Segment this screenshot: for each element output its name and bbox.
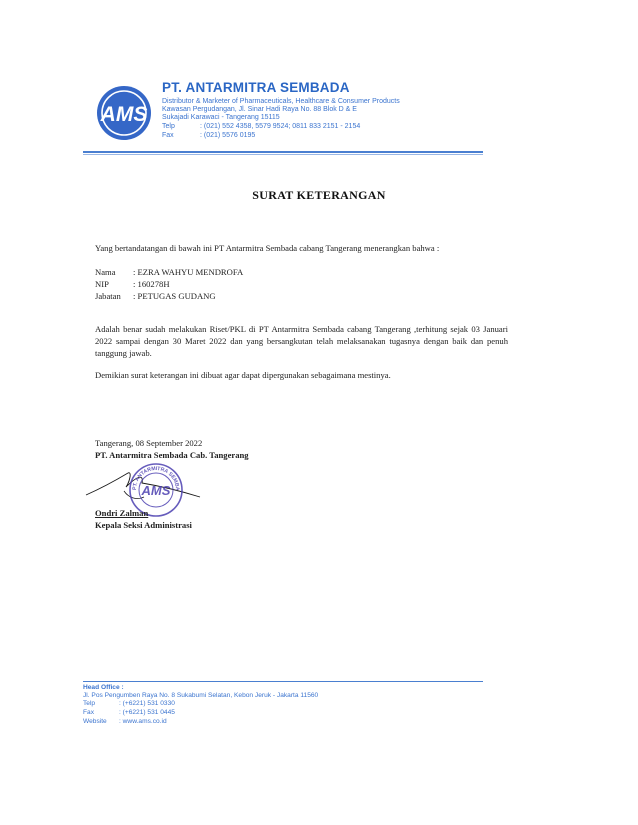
field-label: NIP — [95, 279, 109, 289]
telp-value: : (021) 552 4358, 5579 9524; 0811 833 2151 - 2154 — [200, 123, 361, 130]
footer-head: Head Office : — [83, 684, 124, 691]
footer-telp-label: Telp — [83, 700, 96, 707]
footer-website — [83, 718, 167, 725]
logo-text: AMS — [100, 103, 148, 126]
telp-label: Telp — [162, 123, 175, 130]
intro-text: Yang bertandatangan di bawah ini PT Antarmitra Sembada cabang Tangerang menerangkan bahwa : — [95, 243, 440, 253]
footer-telp-value: : (+6221) 531 0330 — [119, 700, 175, 707]
signer-position: Kepala Seksi Administrasi — [95, 520, 192, 530]
company-address-line1: Kawasan Pergudangan, Jl. Sinar Hadi Raya No. 88 Blok D & E — [162, 106, 357, 113]
company-logo — [95, 84, 153, 142]
company-fax — [162, 132, 255, 139]
field-jabatan — [95, 291, 216, 301]
field-nama — [95, 267, 243, 277]
field-value: : 160278H — [133, 279, 170, 289]
footer-fax-label: Fax — [83, 709, 94, 716]
letterhead-divider-thin — [83, 154, 483, 155]
statement-paragraph: Adalah benar sudah melakukan Riset/PKL di PT Antarmitra Sembada cabang Tangerang ,terhitung sejak 03 Januari 2022 sampai dengan 30 Maret 2022 dan yang bersangkutan telah melaksanakan tugasnya dengan baik dan penuh tanggung jawab. — [95, 324, 508, 358]
field-value: : EZRA WAHYU MENDROFA — [133, 267, 244, 277]
fax-value: : (021) 5576 0195 — [200, 132, 256, 139]
footer-web-label: Website — [83, 718, 107, 725]
letterhead-divider — [83, 151, 483, 153]
footer-fax — [83, 709, 175, 716]
signing-company: PT. Antarmitra Sembada Cab. Tangerang — [95, 450, 249, 460]
stamp-text: PT. ANTARMITRA SEMBA — [131, 465, 181, 491]
company-address-line2: Sukajadi Karawaci - Tangerang 15115 — [162, 114, 280, 121]
field-label: Jabatan — [95, 291, 121, 301]
footer-address: Jl. Pos Pengumben Raya No. 8 Sukabumi Selatan, Kebon Jeruk - Jakarta 11560 — [83, 692, 319, 699]
place-date: Tangerang, 08 September 2022 — [95, 438, 203, 448]
field-nip — [95, 279, 170, 289]
footer-fax-value: : (+6221) 531 0445 — [119, 709, 175, 716]
stamp-logo: AMS — [141, 483, 171, 498]
company-name: PT. ANTARMITRA SEMBADA — [162, 80, 350, 95]
footer-divider — [83, 681, 483, 682]
fax-label: Fax — [162, 132, 174, 139]
field-label: Nama — [95, 267, 116, 277]
company-telp — [162, 123, 360, 130]
footer-web-value[interactable]: : www.ams.co.id — [119, 718, 167, 725]
footer-telp — [83, 700, 175, 707]
signer-name: Ondri Zalman — [95, 508, 149, 518]
company-tagline: Distributor & Marketer of Pharmaceuticals, Healthcare & Consumer Products — [162, 98, 400, 105]
document-title: SURAT KETERANGAN — [252, 188, 386, 202]
field-value: : PETUGAS GUDANG — [133, 291, 216, 301]
closing-text: Demikian surat keterangan ini dibuat agar dapat dipergunakan sebagaimana mestinya. — [95, 370, 391, 380]
